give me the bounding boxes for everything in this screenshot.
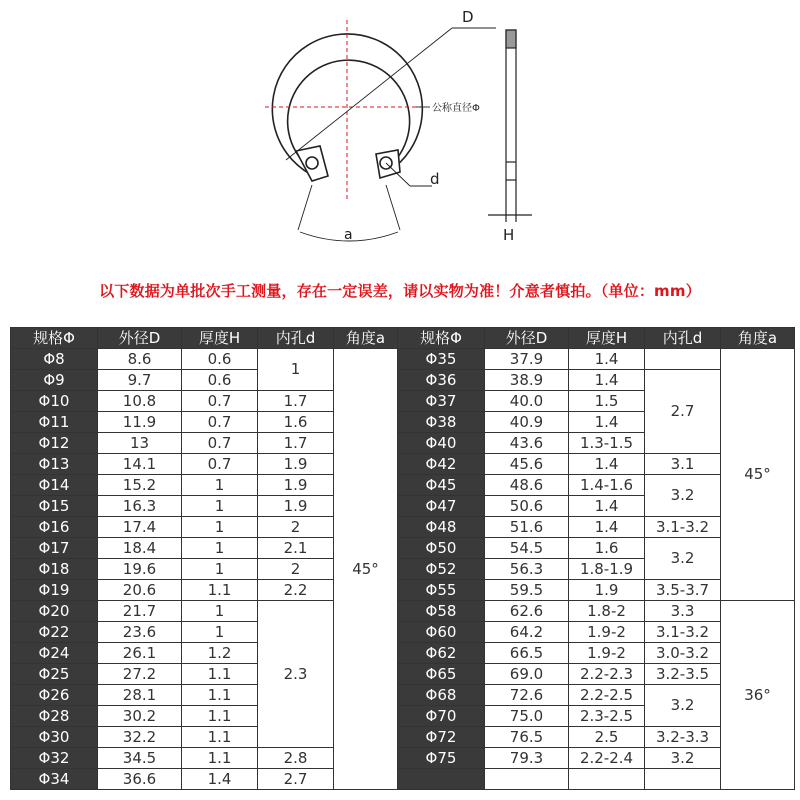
spec-cell: Φ70: [398, 706, 485, 727]
spec-cell: Φ72: [398, 727, 485, 748]
spec-cell: Φ11: [11, 412, 98, 433]
thickness-cell: 1.1: [182, 580, 258, 601]
thickness-cell: 1.4: [182, 769, 258, 790]
thickness-cell: 0.7: [182, 454, 258, 475]
thickness-cell: 1.1: [182, 685, 258, 706]
spec-cell: Φ40: [398, 433, 485, 454]
hole-cell: 1.6: [258, 412, 334, 433]
thickness-cell: 1.3-1.5: [569, 433, 645, 454]
outer-diameter-cell: 14.1: [98, 454, 182, 475]
thickness-cell: 1.1: [182, 748, 258, 769]
outer-diameter-cell: 21.7: [98, 601, 182, 622]
outer-diameter-cell: 34.5: [98, 748, 182, 769]
thickness-cell: 1: [182, 622, 258, 643]
spec-cell: Φ60: [398, 622, 485, 643]
thickness-cell: 1.4: [569, 454, 645, 475]
header-spec: 规格Φ: [398, 328, 485, 349]
label-thickness: H: [503, 226, 515, 244]
hole-cell: 1.9: [258, 496, 334, 517]
hole-cell: 1.7: [258, 433, 334, 454]
outer-diameter-cell: 56.3: [485, 559, 569, 580]
hole-cell: 2.7: [258, 769, 334, 790]
outer-diameter-cell: 30.2: [98, 706, 182, 727]
spec-cell: Φ36: [398, 370, 485, 391]
outer-diameter-cell: 11.9: [98, 412, 182, 433]
outer-diameter-cell: 69.0: [485, 664, 569, 685]
thickness-cell: 1.1: [182, 706, 258, 727]
spec-cell: Φ22: [11, 622, 98, 643]
outer-diameter-cell: 27.2: [98, 664, 182, 685]
outer-diameter-cell: 26.1: [98, 643, 182, 664]
header-outer-diameter: 外径D: [98, 328, 182, 349]
hole-cell: 2.2: [258, 580, 334, 601]
spec-cell: Φ18: [11, 559, 98, 580]
outer-diameter-cell: 17.4: [98, 517, 182, 538]
hole-cell: 1.9: [258, 475, 334, 496]
spec-cell: Φ17: [11, 538, 98, 559]
thickness-cell: [569, 769, 645, 790]
thickness-cell: 1.9-2: [569, 643, 645, 664]
hole-cell: 3.3: [645, 601, 721, 622]
thickness-cell: 1: [182, 538, 258, 559]
hole-cell: 3.2: [645, 475, 721, 517]
thickness-cell: 1: [182, 475, 258, 496]
outer-diameter-cell: 59.5: [485, 580, 569, 601]
label-angle: a: [344, 227, 353, 243]
outer-diameter-cell: 37.9: [485, 349, 569, 370]
label-nominal-diameter: 公称直径Φ: [432, 103, 480, 114]
outer-diameter-cell: 79.3: [485, 748, 569, 769]
spec-cell: Φ48: [398, 517, 485, 538]
thickness-cell: 0.6: [182, 370, 258, 391]
hole-cell: [645, 769, 721, 790]
spec-cell: Φ13: [11, 454, 98, 475]
outer-diameter-cell: 10.8: [98, 391, 182, 412]
outer-diameter-cell: 62.6: [485, 601, 569, 622]
outer-diameter-cell: 54.5: [485, 538, 569, 559]
measurement-notice: 以下数据为单批次手工测量，存在一定误差，请以实物为准！介意者慎拍。（单位：mm）: [99, 282, 701, 300]
outer-diameter-cell: 51.6: [485, 517, 569, 538]
spec-cell: Φ34: [11, 769, 98, 790]
spec-cell: Φ15: [11, 496, 98, 517]
thickness-cell: 2.3-2.5: [569, 706, 645, 727]
spec-cell: Φ8: [11, 349, 98, 370]
ring-lugs: [296, 146, 400, 181]
thickness-cell: 2.5: [569, 727, 645, 748]
table-row: [398, 349, 795, 370]
spec-cell: Φ12: [11, 433, 98, 454]
spec-cell: Φ30: [11, 727, 98, 748]
table-header-row: [398, 328, 795, 349]
table-row: [398, 601, 795, 622]
hole-cell: 3.0-3.2: [645, 643, 721, 664]
outer-diameter-cell: 40.9: [485, 412, 569, 433]
header-outer-diameter: 外径D: [485, 328, 569, 349]
thickness-cell: 1.6: [569, 538, 645, 559]
spec-cell: Φ52: [398, 559, 485, 580]
outer-diameter-cell: 45.6: [485, 454, 569, 475]
table-row: [11, 349, 398, 370]
thickness-cell: 1: [182, 601, 258, 622]
thickness-cell: 1.1: [182, 664, 258, 685]
header-thickness: 厚度H: [182, 328, 258, 349]
outer-diameter-cell: 19.6: [98, 559, 182, 580]
outer-diameter-cell: 64.2: [485, 622, 569, 643]
spec-cell: Φ26: [11, 685, 98, 706]
spec-cell: Φ37: [398, 391, 485, 412]
thickness-cell: 1.9-2: [569, 622, 645, 643]
spec-cell: Φ9: [11, 370, 98, 391]
label-hole-diameter: d: [430, 170, 440, 188]
header-hole: 内孔d: [645, 328, 721, 349]
thickness-cell: 1.4: [569, 349, 645, 370]
hole-cell: 2.3: [258, 601, 334, 748]
thickness-cell: 0.7: [182, 391, 258, 412]
hole-cell: 1.9: [258, 454, 334, 475]
spec-cell: Φ20: [11, 601, 98, 622]
spec-cell: Φ68: [398, 685, 485, 706]
hole-cell: 3.1: [645, 454, 721, 475]
spec-cell: Φ58: [398, 601, 485, 622]
thickness-cell: 2.2-2.3: [569, 664, 645, 685]
header-angle: 角度a: [334, 328, 398, 349]
spec-table-right: [397, 327, 795, 790]
hole-cell: 2: [258, 517, 334, 538]
thickness-cell: 1.4-1.6: [569, 475, 645, 496]
thickness-cell: 1.4: [569, 370, 645, 391]
spec-cell: Φ50: [398, 538, 485, 559]
outer-diameter-cell: 66.5: [485, 643, 569, 664]
spec-cell: Φ14: [11, 475, 98, 496]
spec-cell: Φ28: [11, 706, 98, 727]
angle-cell: 45°: [334, 349, 398, 790]
outer-diameter-cell: 9.7: [98, 370, 182, 391]
outer-diameter-cell: 36.6: [98, 769, 182, 790]
spec-cell: Φ45: [398, 475, 485, 496]
outer-diameter-cell: 20.6: [98, 580, 182, 601]
hole-cell: [645, 349, 721, 370]
thickness-cell: 1: [182, 517, 258, 538]
outer-diameter-cell: 16.3: [98, 496, 182, 517]
spec-cell: Φ24: [11, 643, 98, 664]
spec-cell: Φ25: [11, 664, 98, 685]
thickness-cell: 1.9: [569, 580, 645, 601]
spec-cell: Φ47: [398, 496, 485, 517]
outer-diameter-cell: 18.4: [98, 538, 182, 559]
label-outer-diameter: D: [462, 8, 474, 26]
outer-diameter-cell: 28.1: [98, 685, 182, 706]
outer-diameter-cell: [485, 769, 569, 790]
hole-cell: 1: [258, 349, 334, 391]
outer-diameter-cell: 43.6: [485, 433, 569, 454]
spec-cell: Φ75: [398, 748, 485, 769]
hole-cell: 2.7: [645, 370, 721, 454]
thickness-cell: 1.5: [569, 391, 645, 412]
hole-cell: 3.5-3.7: [645, 580, 721, 601]
outer-diameter-cell: 50.6: [485, 496, 569, 517]
retaining-ring-diagram: [0, 0, 800, 270]
thickness-cell: 1.4: [569, 412, 645, 433]
hole-cell: 3.2-3.5: [645, 664, 721, 685]
thickness-cell: 0.7: [182, 412, 258, 433]
outer-diameter-cell: 23.6: [98, 622, 182, 643]
thickness-cell: 1.2: [182, 643, 258, 664]
spec-cell: Φ35: [398, 349, 485, 370]
header-thickness: 厚度H: [569, 328, 645, 349]
thickness-cell: 1.4: [569, 517, 645, 538]
hole-cell: 3.2-3.3: [645, 727, 721, 748]
hole-cell: 2.8: [258, 748, 334, 769]
angle-cell: 45°: [721, 349, 795, 601]
spec-table-left: [10, 327, 398, 790]
ring-side-view: [488, 30, 532, 222]
spec-cell: Φ55: [398, 580, 485, 601]
thickness-cell: 1: [182, 496, 258, 517]
header-hole: 内孔d: [258, 328, 334, 349]
outer-diameter-cell: 8.6: [98, 349, 182, 370]
hole-cell: 3.2: [645, 538, 721, 580]
spec-cell: Φ38: [398, 412, 485, 433]
thickness-cell: 1.4: [569, 496, 645, 517]
hole-cell: 3.1-3.2: [645, 517, 721, 538]
outer-diameter-cell: 75.0: [485, 706, 569, 727]
hole-cell: 3.1-3.2: [645, 622, 721, 643]
spec-cell: [398, 769, 485, 790]
outer-diameter-cell: 76.5: [485, 727, 569, 748]
thickness-cell: 2.2-2.4: [569, 748, 645, 769]
outer-diameter-cell: 13: [98, 433, 182, 454]
outer-diameter-cell: 40.0: [485, 391, 569, 412]
spec-cell: Φ62: [398, 643, 485, 664]
spec-cell: Φ10: [11, 391, 98, 412]
table-header-row: [11, 328, 398, 349]
hole-cell: 3.2: [645, 685, 721, 727]
angle-cell: 36°: [721, 601, 795, 790]
spec-cell: Φ16: [11, 517, 98, 538]
header-spec: 规格Φ: [11, 328, 98, 349]
hole-cell: 2.1: [258, 538, 334, 559]
outer-diameter-cell: 32.2: [98, 727, 182, 748]
hole-cell: 1.7: [258, 391, 334, 412]
hole-cell: 3.2: [645, 748, 721, 769]
thickness-cell: 0.6: [182, 349, 258, 370]
outer-diameter-cell: 38.9: [485, 370, 569, 391]
thickness-cell: 1.1: [182, 727, 258, 748]
thickness-cell: 0.7: [182, 433, 258, 454]
header-angle: 角度a: [721, 328, 795, 349]
thickness-cell: 1: [182, 559, 258, 580]
spec-cell: Φ19: [11, 580, 98, 601]
spec-cell: Φ42: [398, 454, 485, 475]
spec-cell: Φ65: [398, 664, 485, 685]
thickness-cell: 1.8-1.9: [569, 559, 645, 580]
thickness-cell: 2.2-2.5: [569, 685, 645, 706]
spec-cell: Φ32: [11, 748, 98, 769]
outer-diameter-cell: 48.6: [485, 475, 569, 496]
outer-diameter-cell: 72.6: [485, 685, 569, 706]
hole-cell: 2: [258, 559, 334, 580]
thickness-cell: 1.8-2: [569, 601, 645, 622]
outer-diameter-cell: 15.2: [98, 475, 182, 496]
